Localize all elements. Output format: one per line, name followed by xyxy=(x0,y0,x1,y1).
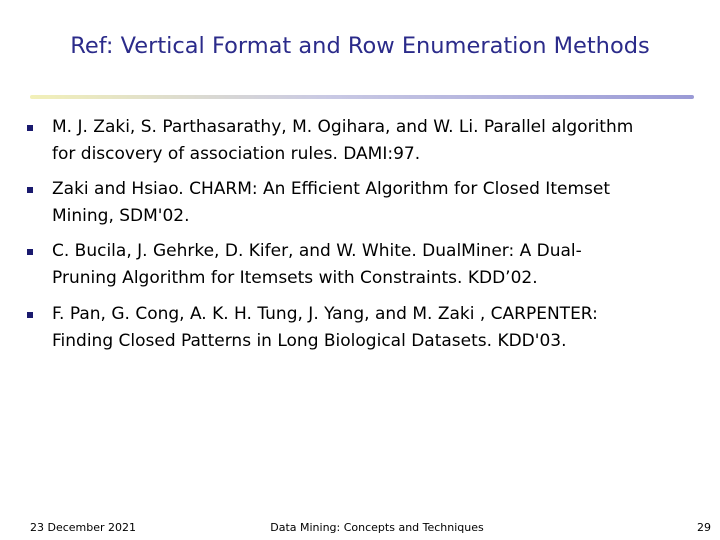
square-bullet-icon xyxy=(27,312,33,318)
page-number: 29 xyxy=(697,521,711,534)
slide-title: Ref: Vertical Format and Row Enumeration Methods xyxy=(70,33,650,59)
reference-item xyxy=(52,176,692,230)
reference-line: Pruning Algorithm for Itemsets with Constraints. KDD’02. xyxy=(52,268,538,288)
reference-line: Mining, SDM'02. xyxy=(52,206,190,226)
reference-item xyxy=(52,114,692,168)
reference-item xyxy=(52,238,692,292)
reference-line: M. J. Zaki, S. Parthasarathy, M. Ogihara, and W. Li. Parallel algorithm xyxy=(52,117,634,137)
footer-title: Data Mining: Concepts and Techniques xyxy=(270,521,484,534)
reference-item xyxy=(52,301,692,355)
footer-date: 23 December 2021 xyxy=(30,521,137,534)
reference-line: Finding Closed Patterns in Long Biological Datasets. KDD'03. xyxy=(52,331,567,351)
square-bullet-icon xyxy=(27,187,33,193)
square-bullet-icon xyxy=(27,125,33,131)
reference-line: for discovery of association rules. DAMI:97. xyxy=(52,144,421,164)
reference-line: Zaki and Hsiao. CHARM: An Efficient Algorithm for Closed Itemset xyxy=(52,179,610,199)
square-bullet-icon xyxy=(27,249,33,255)
reference-line: C. Bucila, J. Gehrke, D. Kifer, and W. White. DualMiner: A Dual- xyxy=(52,241,582,261)
reference-line: F. Pan, G. Cong, A. K. H. Tung, J. Yang, and M. Zaki , CARPENTER: xyxy=(52,304,598,324)
